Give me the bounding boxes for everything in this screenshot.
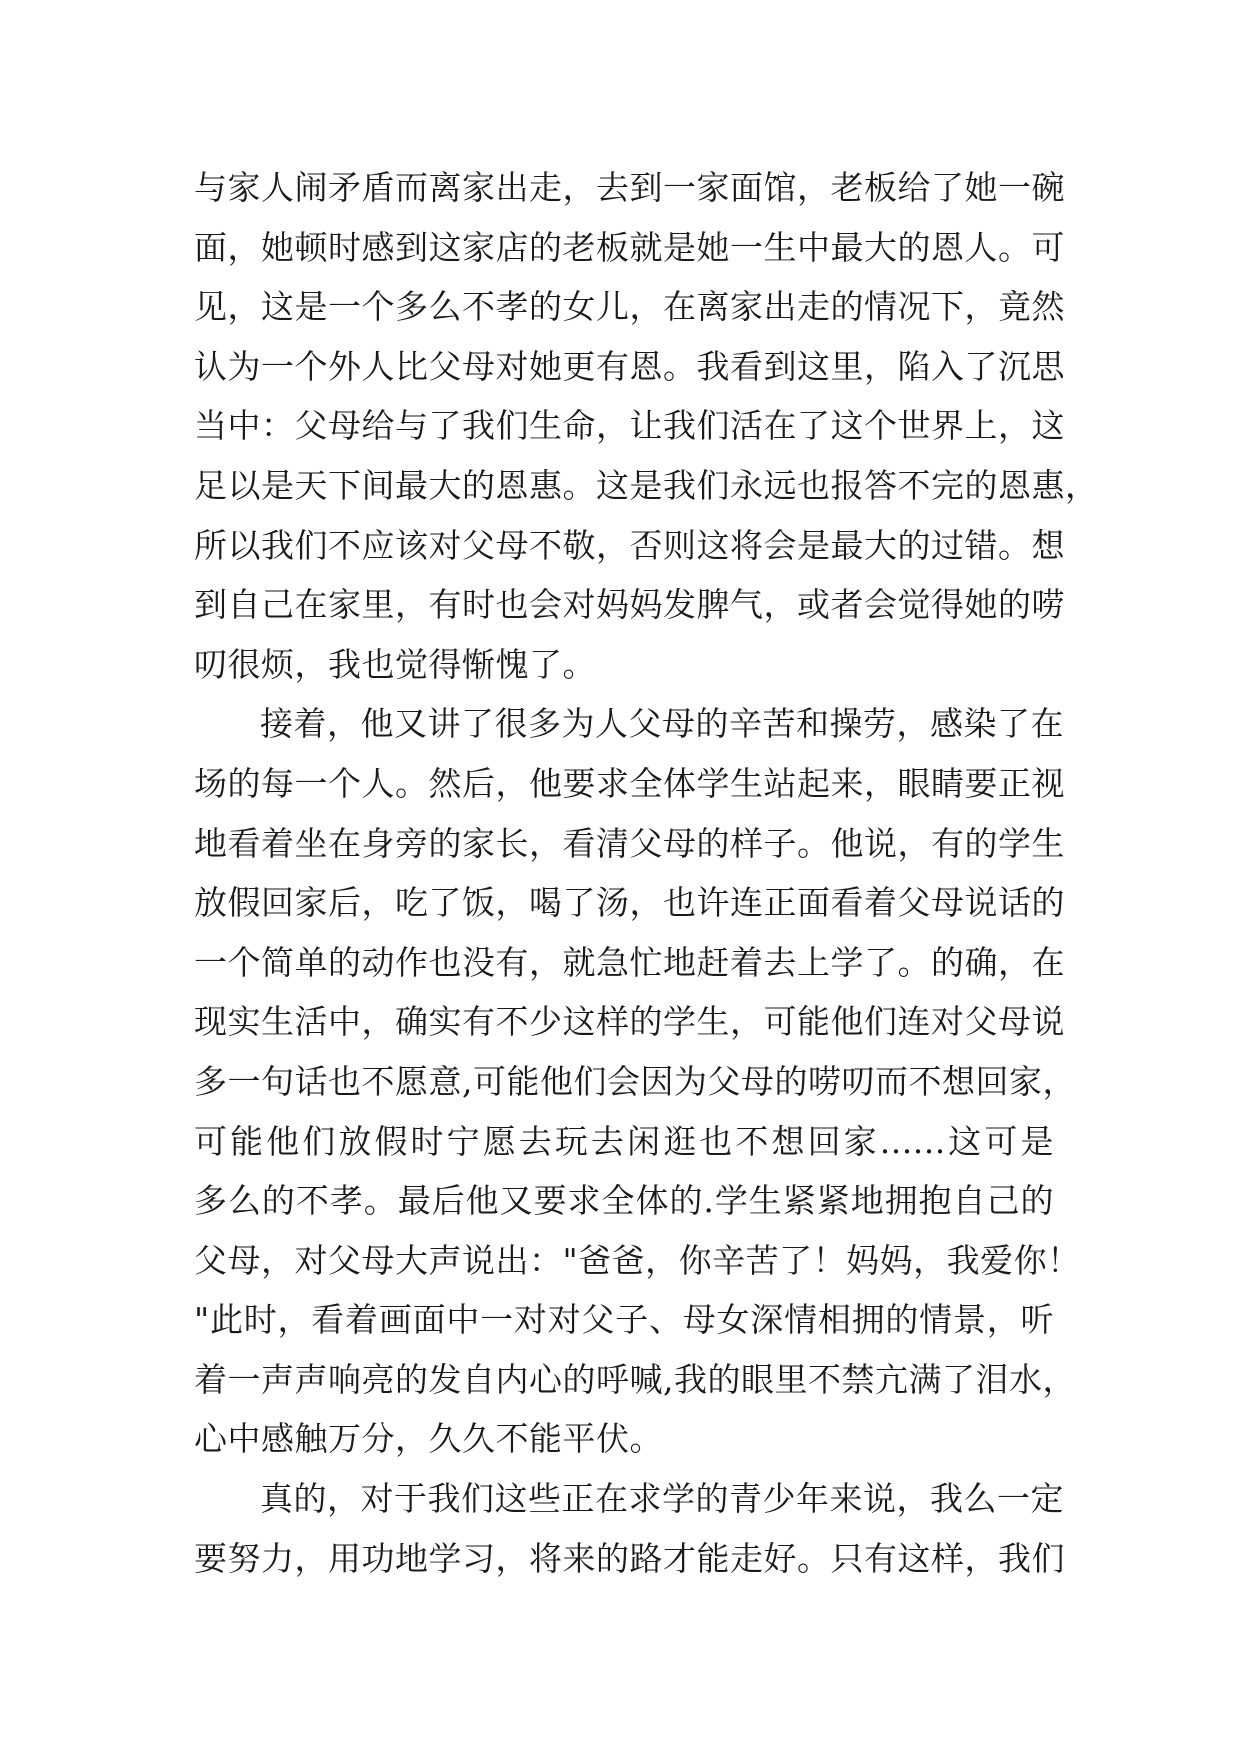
text-line: 场的每一个人。然后，他要求全体学生站起来，眼睛要正视 xyxy=(194,763,1065,803)
text-line: 多么的不孝。最后他又要求全体的.学生紧紧地拥抱自己的 xyxy=(194,1181,1054,1221)
text-line: 面，她顿时感到这家店的老板就是她一生中最大的恩人。可 xyxy=(194,227,1065,267)
text-line: 多一句话也不愿意,可能他们会因为父母的唠叨而不想回家， xyxy=(194,1061,1076,1101)
text-line: 当中：父母给与了我们生命，让我们活在了这个世界上，这 xyxy=(194,406,1065,446)
text-line: 心中感触万分，久久不能平伏。 xyxy=(194,1419,663,1459)
body-text xyxy=(194,158,1099,1588)
text-line: 一个简单的动作也没有，就急忙地赶着去上学了。的确，在 xyxy=(194,942,1065,982)
text-line: 现实生活中，确实有不少这样的学生，可能他们连对父母说 xyxy=(194,1002,1065,1042)
text-line: 足以是天下间最大的恩惠。这是我们永远也报答不完的恩惠， xyxy=(194,465,1099,505)
text-line: 地看着坐在身旁的家长，看清父母的样子。他说，有的学生 xyxy=(194,823,1065,863)
text-line: 见，这是一个多么不孝的女儿，在离家出走的情况下，竟然 xyxy=(194,287,1065,327)
text-line: "此时，看着画面中一对对父子、母女深情相拥的情景，听 xyxy=(194,1300,1054,1340)
text-line: 叨很烦，我也觉得惭愧了。 xyxy=(194,644,596,684)
text-line: 认为一个外人比父母对她更有恩。我看到这里，陷入了沉思 xyxy=(194,346,1065,386)
text-line: 到自己在家里，有时也会对妈妈发脾气，或者会觉得她的唠 xyxy=(194,585,1065,625)
text-line: 可能他们放假时宁愿去玩去闲逛也不想回家......这可是 xyxy=(194,1121,1054,1161)
text-line: 要努力，用功地学习，将来的路才能走好。只有这样，我们 xyxy=(194,1538,1065,1578)
text-line: 接着，他又讲了很多为人父母的辛苦和操劳，感染了在 xyxy=(260,704,1064,744)
text-line: 着一声声响亮的发自内心的呼喊,我的眼里不禁亢满了泪水， xyxy=(194,1359,1076,1399)
text-line: 所以我们不应该对父母不敬，否则这将会是最大的过错。想 xyxy=(194,525,1065,565)
text-line: 放假回家后，吃了饭，喝了汤，也许连正面看着父母说话的 xyxy=(194,883,1065,923)
text-line: 父母，对父母大声说出："爸爸，你辛苦了！妈妈，我爱你！ xyxy=(194,1240,1081,1280)
text-line: 与家人闹矛盾而离家出走，去到一家面馆，老板给了她一碗 xyxy=(194,168,1065,207)
text-line: 真的，对于我们这些正在求学的青少年来说，我么一定 xyxy=(260,1479,1064,1519)
